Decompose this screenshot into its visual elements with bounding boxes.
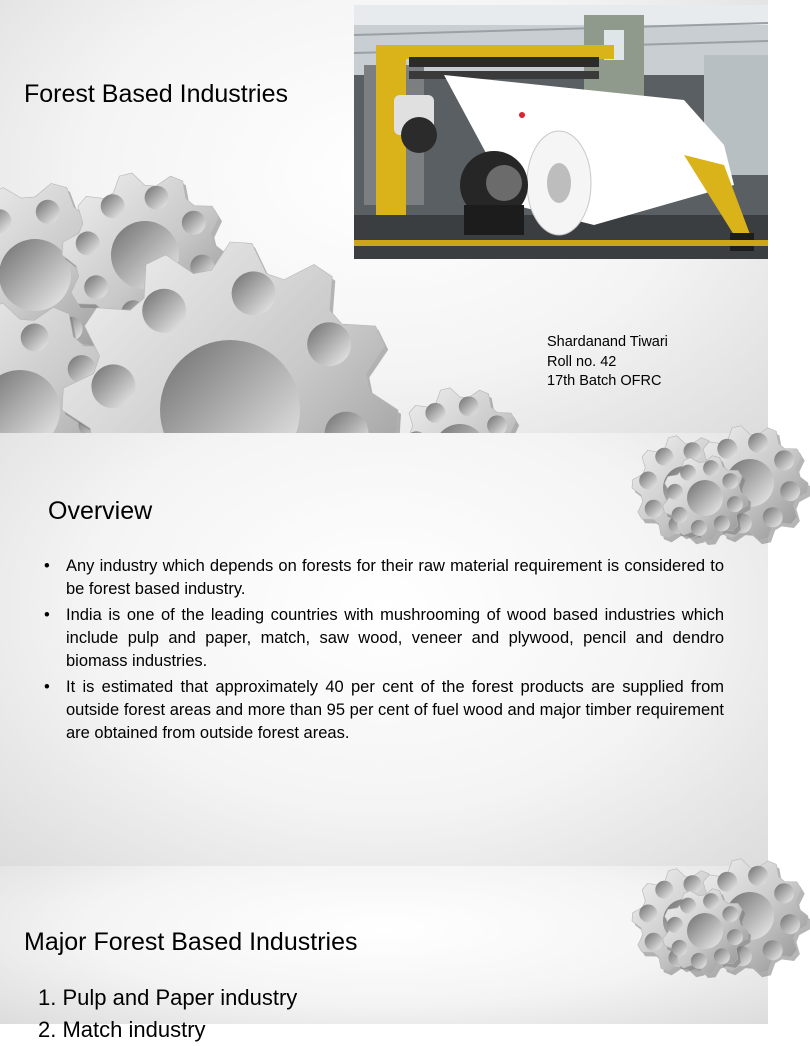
bullet-icon: • — [44, 678, 50, 696]
author-name: Shardanand Tiwari — [547, 334, 668, 350]
bullet-icon: • — [44, 606, 50, 624]
author-batch: 17th Batch OFRC — [547, 373, 662, 389]
bullet-item — [44, 604, 724, 673]
bullet-item — [44, 555, 724, 601]
list-item — [38, 982, 297, 1014]
author-roll: Roll no. 42 — [547, 353, 617, 370]
bullet-item — [44, 676, 724, 745]
bullet-icon: • — [44, 557, 50, 575]
list-number: 2. — [38, 1017, 57, 1042]
major-industries-slide — [0, 866, 768, 1042]
list-number: 1. — [38, 985, 57, 1010]
bullet-text: India is one of the leading countries with mushrooming of wood based industries which include pulp and paper, match, saw wood, veneer and plywood, pencil and dendro biomass industries. — [66, 606, 724, 670]
bullet-text: It is estimated that approximately 40 per cent of the forest products are supplied from outside forest areas and more than 95 per cent of fuel wood and major timber requirement are obtained from outside forest areas. — [66, 678, 724, 742]
slide-title: Major Forest Based Industries — [24, 928, 358, 956]
list-item — [38, 1014, 297, 1046]
bullet-text: Any industry which depends on forests for their raw material requirement is considered to be forest based industry. — [66, 557, 724, 598]
list-label: Match industry — [62, 1017, 206, 1042]
numbered-list — [38, 982, 297, 1046]
list-label: Pulp and Paper industry — [62, 985, 298, 1010]
overview-slide — [0, 433, 768, 866]
paper-mill-photo — [354, 5, 768, 259]
bullet-list — [44, 555, 724, 748]
slide-title: Forest Based Industries — [24, 80, 289, 108]
gear-icon — [660, 886, 750, 976]
title-slide — [0, 0, 768, 433]
slide-title: Overview — [48, 497, 153, 525]
gear-icon — [660, 453, 750, 543]
author-info — [547, 333, 668, 392]
